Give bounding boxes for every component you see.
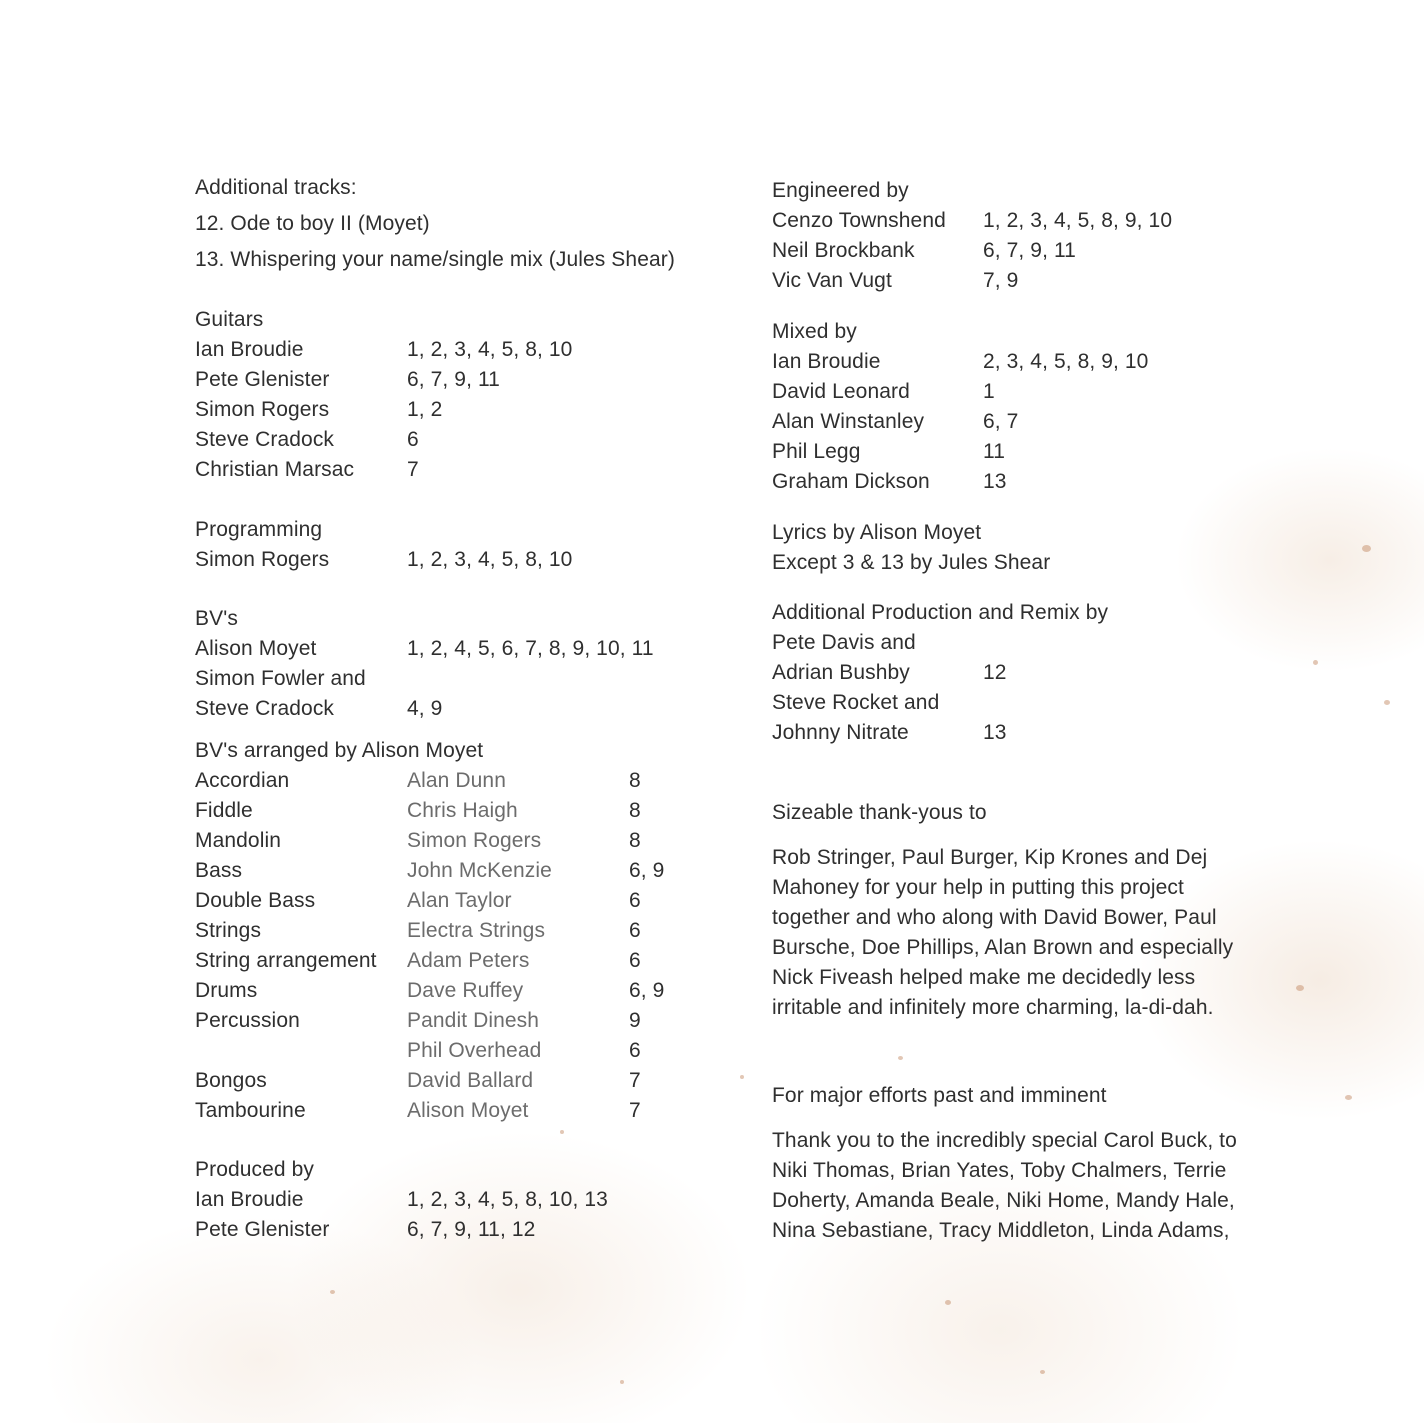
- credit-tracks: 7: [629, 1099, 641, 1122]
- instrument-label: Tambourine: [195, 1099, 306, 1122]
- credit-name: Phil Legg: [772, 440, 861, 463]
- credit-name: Simon Rogers: [195, 398, 330, 421]
- credit-name: Ian Broudie: [195, 1188, 304, 1211]
- instrument-label: Double Bass: [195, 889, 316, 912]
- credit-name: Alison Moyet: [195, 637, 317, 660]
- produced-heading: Produced by: [195, 1158, 315, 1181]
- efforts-line: Thank you to the incredibly special Carol Buck, to: [772, 1129, 1237, 1152]
- instrument-label: Drums: [195, 979, 258, 1002]
- credit-tracks: 1, 2: [407, 398, 443, 421]
- lyrics-line: Lyrics by Alison Moyet: [772, 521, 982, 544]
- lyrics-exception-line: Except 3 & 13 by Jules Shear: [772, 551, 1051, 574]
- stain-speck: [740, 1075, 744, 1079]
- player-name: Alan Taylor: [407, 889, 512, 912]
- credit-tracks: 7: [629, 1069, 641, 1092]
- stain-speck: [945, 1300, 951, 1305]
- credit-tracks: 6, 7, 9, 11: [983, 239, 1076, 262]
- credit-tracks: 13: [983, 721, 1007, 744]
- stain-speck: [560, 1130, 564, 1134]
- thanks-line: Rob Stringer, Paul Burger, Kip Krones and Dej: [772, 846, 1208, 869]
- instrument-label: String arrangement: [195, 949, 377, 972]
- credit-tracks: 11: [983, 440, 1005, 463]
- additional-track-13: 13. Whispering your name/single mix (Jules Shear): [195, 248, 675, 271]
- instrument-label: Mandolin: [195, 829, 282, 852]
- efforts-line: Nina Sebastiane, Tracy Middleton, Linda Adams,: [772, 1219, 1230, 1242]
- instrument-label: Accordian: [195, 769, 290, 792]
- credit-tracks: 1, 2, 4, 5, 6, 7, 8, 9, 10, 11: [407, 637, 654, 660]
- credit-tracks: 6: [629, 949, 641, 972]
- credit-tracks: 13: [983, 470, 1007, 493]
- credit-tracks: 6: [629, 889, 641, 912]
- programming-heading: Programming: [195, 518, 323, 541]
- engineered-heading: Engineered by: [772, 179, 909, 202]
- efforts-line: Doherty, Amanda Beale, Niki Home, Mandy Hale,: [772, 1189, 1235, 1212]
- credit-tracks: 1, 2, 3, 4, 5, 8, 10, 13: [407, 1188, 608, 1211]
- credit-tracks: 1, 2, 3, 4, 5, 8, 9, 10: [983, 209, 1173, 232]
- credit-tracks: 6, 7, 9, 11: [407, 368, 500, 391]
- credit-name: Ian Broudie: [195, 338, 304, 361]
- instrument-label: Strings: [195, 919, 262, 942]
- stain-speck: [1296, 985, 1304, 991]
- thanks-line: Bursche, Doe Phillips, Alan Brown and especially: [772, 936, 1234, 959]
- stain-speck: [898, 1056, 903, 1060]
- stain-speck: [1040, 1370, 1045, 1374]
- credit-tracks: 6: [407, 428, 419, 451]
- credit-name: Cenzo Townshend: [772, 209, 946, 232]
- thanks-line: irritable and infinitely more charming, la-di-dah.: [772, 996, 1214, 1019]
- additional-production-heading: Additional Production and Remix by: [772, 601, 1109, 624]
- player-name: Adam Peters: [407, 949, 530, 972]
- credit-tracks: 7: [407, 458, 419, 481]
- thanks-heading: Sizeable thank-yous to: [772, 801, 987, 824]
- stain-speck: [1384, 700, 1390, 705]
- additional-tracks-heading: Additional tracks:: [195, 176, 357, 199]
- mixed-heading: Mixed by: [772, 320, 857, 343]
- thanks-line: Mahoney for your help in putting this project: [772, 876, 1184, 899]
- efforts-line: Niki Thomas, Brian Yates, Toby Chalmers, Terrie: [772, 1159, 1227, 1182]
- credit-name: Vic Van Vugt: [772, 269, 892, 292]
- player-name: Dave Ruffey: [407, 979, 524, 1002]
- credit-name: Johnny Nitrate: [772, 721, 909, 744]
- credit-tracks: 2, 3, 4, 5, 8, 9, 10: [983, 350, 1149, 373]
- stain-speck: [1362, 545, 1371, 552]
- stain-speck: [620, 1380, 624, 1384]
- credit-name: Neil Brockbank: [772, 239, 915, 262]
- player-name: Alison Moyet: [407, 1099, 529, 1122]
- credit-tracks: 8: [629, 829, 641, 852]
- credit-name: Steve Cradock: [195, 697, 335, 720]
- credit-tracks: 8: [629, 799, 641, 822]
- stain-speck: [1313, 660, 1318, 665]
- credit-tracks: 4, 9: [407, 697, 443, 720]
- guitars-heading: Guitars: [195, 308, 264, 331]
- credit-tracks: 6, 7, 9, 11, 12: [407, 1218, 536, 1241]
- credit-name: David Leonard: [772, 380, 910, 403]
- credit-name: Simon Fowler and: [195, 667, 366, 690]
- thanks-line: together and who along with David Bower, Paul: [772, 906, 1217, 929]
- thanks-line: Nick Fiveash helped make me decidedly less: [772, 966, 1196, 989]
- credit-tracks: 9: [629, 1009, 641, 1032]
- credit-name: Alan Winstanley: [772, 410, 925, 433]
- credit-tracks: 6, 7: [983, 410, 1019, 433]
- instrument-label: Bass: [195, 859, 243, 882]
- instrument-label: Fiddle: [195, 799, 253, 822]
- bvs-heading: BV's: [195, 607, 238, 630]
- credit-tracks: 7, 9: [983, 269, 1019, 292]
- player-name: Electra Strings: [407, 919, 546, 942]
- credit-name: Steve Cradock: [195, 428, 335, 451]
- credit-tracks: 6: [629, 919, 641, 942]
- player-name: Pandit Dinesh: [407, 1009, 540, 1032]
- player-name: Alan Dunn: [407, 769, 506, 792]
- instrument-label: Bongos: [195, 1069, 267, 1092]
- player-name: Simon Rogers: [407, 829, 542, 852]
- credit-tracks: 1, 2, 3, 4, 5, 8, 10: [407, 548, 573, 571]
- credit-name: Pete Glenister: [195, 1218, 330, 1241]
- credit-name: Steve Rocket and: [772, 691, 940, 714]
- player-name: David Ballard: [407, 1069, 534, 1092]
- player-name: John McKenzie: [407, 859, 552, 882]
- credit-tracks: 8: [629, 769, 641, 792]
- credit-name: Pete Davis and: [772, 631, 916, 654]
- stain-speck: [330, 1290, 335, 1294]
- credit-name: Adrian Bushby: [772, 661, 910, 684]
- credit-tracks: 1: [983, 380, 995, 403]
- credit-tracks: 6, 9: [629, 979, 665, 1002]
- credit-name: Pete Glenister: [195, 368, 330, 391]
- stain-speck: [1345, 1095, 1352, 1100]
- credit-name: Christian Marsac: [195, 458, 355, 481]
- additional-track-12: 12. Ode to boy II (Moyet): [195, 212, 430, 235]
- credit-tracks: 12: [983, 661, 1007, 684]
- player-name: Chris Haigh: [407, 799, 518, 822]
- player-name: Phil Overhead: [407, 1039, 542, 1062]
- credit-tracks: 6: [629, 1039, 641, 1062]
- bvs-arranged-line: BV's arranged by Alison Moyet: [195, 739, 484, 762]
- instrument-label: Percussion: [195, 1009, 300, 1032]
- credit-tracks: 6, 9: [629, 859, 665, 882]
- credit-name: Graham Dickson: [772, 470, 930, 493]
- credit-tracks: 1, 2, 3, 4, 5, 8, 10: [407, 338, 573, 361]
- efforts-heading: For major efforts past and imminent: [772, 1084, 1107, 1107]
- credit-name: Ian Broudie: [772, 350, 881, 373]
- credit-name: Simon Rogers: [195, 548, 330, 571]
